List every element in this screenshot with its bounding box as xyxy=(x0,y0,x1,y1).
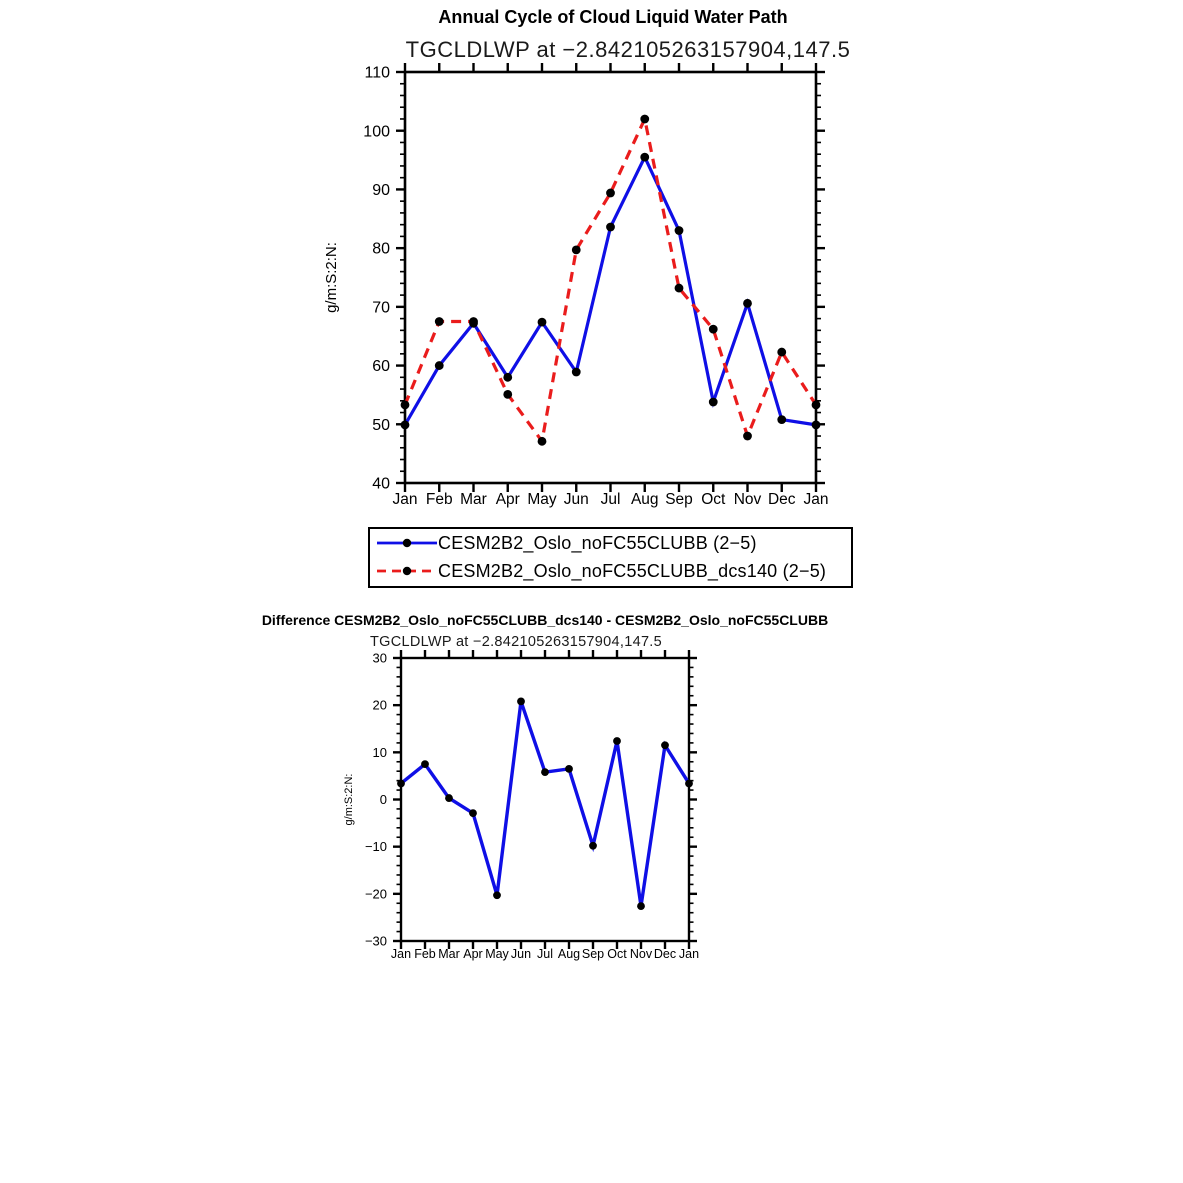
svg-text:100: 100 xyxy=(363,123,390,141)
legend-line-sample-dashed-icon xyxy=(376,564,438,578)
svg-text:Aug: Aug xyxy=(557,947,581,961)
legend-label-red: CESM2B2_Oslo_noFC55CLUBB_dcs140 (2−5) xyxy=(438,560,827,581)
svg-text:30: 30 xyxy=(372,650,387,666)
svg-text:May: May xyxy=(485,947,509,961)
svg-text:110: 110 xyxy=(364,64,390,82)
svg-text:20: 20 xyxy=(372,697,387,713)
svg-text:Mar: Mar xyxy=(460,491,487,508)
svg-text:Nov: Nov xyxy=(733,491,762,508)
svg-text:−10: −10 xyxy=(364,839,387,855)
svg-text:g/m:S:2:N:: g/m:S:2:N: xyxy=(343,773,355,826)
svg-text:Jul: Jul xyxy=(537,947,553,961)
svg-text:Jan: Jan xyxy=(390,947,412,961)
svg-text:Dec: Dec xyxy=(767,491,796,508)
svg-text:Sep: Sep xyxy=(581,947,605,961)
top-chart-subtitle: TGCLDLWP at −2.842105263157904,147.5 xyxy=(405,37,851,62)
page-title: Annual Cycle of Cloud Liquid Water Path xyxy=(438,7,788,27)
difference-chart-title: Difference CESM2B2_Oslo_noFC55CLUBB_dcs140 - CESM2B2_Oslo_noFC55CLUBB xyxy=(261,612,829,628)
svg-text:May: May xyxy=(527,491,557,508)
svg-text:Jan: Jan xyxy=(678,947,700,961)
svg-text:0: 0 xyxy=(379,792,387,808)
svg-text:Jan: Jan xyxy=(392,491,418,508)
svg-text:−20: −20 xyxy=(364,886,387,902)
svg-text:60: 60 xyxy=(372,358,390,376)
svg-text:Feb: Feb xyxy=(425,491,453,508)
svg-text:40: 40 xyxy=(372,475,390,493)
svg-text:Aug: Aug xyxy=(630,491,659,508)
legend-label-blue: CESM2B2_Oslo_noFC55CLUBB (2−5) xyxy=(438,532,757,553)
svg-text:Jun: Jun xyxy=(510,947,532,961)
difference-chart-subtitle: TGCLDLWP at −2.842105263157904,147.5 xyxy=(369,634,662,650)
svg-text:70: 70 xyxy=(372,299,390,317)
annual-cycle-line-chart xyxy=(310,55,885,525)
legend xyxy=(368,527,853,588)
legend-entry-blue xyxy=(370,529,851,557)
svg-text:Jun: Jun xyxy=(563,491,589,508)
svg-text:Sep: Sep xyxy=(665,491,693,508)
svg-text:Oct: Oct xyxy=(701,491,726,508)
legend-line-sample-solid-icon xyxy=(376,536,438,550)
svg-text:Jan: Jan xyxy=(803,491,829,508)
svg-text:Nov: Nov xyxy=(629,947,653,961)
svg-text:80: 80 xyxy=(372,240,390,258)
svg-text:Dec: Dec xyxy=(653,947,677,961)
svg-text:Feb: Feb xyxy=(414,947,436,961)
svg-text:50: 50 xyxy=(372,416,390,434)
legend-entry-red xyxy=(370,557,851,585)
svg-text:10: 10 xyxy=(372,744,387,760)
svg-text:90: 90 xyxy=(372,182,390,200)
svg-text:Apr: Apr xyxy=(495,491,520,508)
svg-text:Oct: Oct xyxy=(607,947,627,961)
svg-text:Mar: Mar xyxy=(438,947,460,961)
difference-line-chart xyxy=(330,648,710,973)
svg-text:−30: −30 xyxy=(364,933,387,949)
svg-text:g/m:S:2:N:: g/m:S:2:N: xyxy=(323,242,340,313)
svg-text:Apr: Apr xyxy=(463,947,483,961)
svg-text:Jul: Jul xyxy=(600,491,621,508)
